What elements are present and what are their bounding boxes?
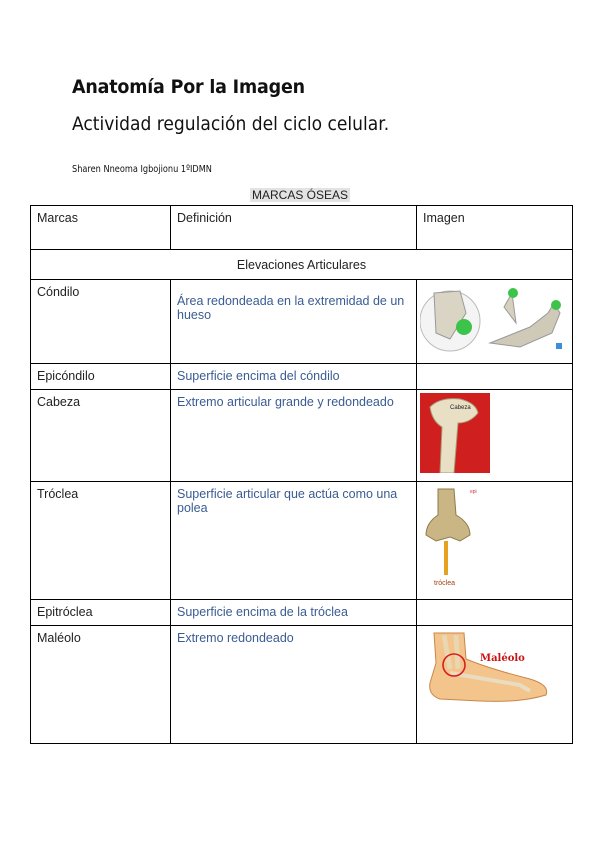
row-marca: Epitróclea xyxy=(31,600,171,626)
maleolo-image xyxy=(417,626,573,744)
cabeza-label: Cabeza xyxy=(450,405,471,411)
section-title: Elevaciones Articulares xyxy=(31,250,573,280)
row-marca: Tróclea xyxy=(31,482,171,600)
trochlea-illustration xyxy=(420,485,490,589)
document-subtitle: Actividad regulación del ciclo celular. xyxy=(72,113,390,135)
header-definicion: Definición xyxy=(171,206,417,250)
table-row xyxy=(31,626,573,744)
row-imagen-empty xyxy=(417,600,573,626)
table-header-row xyxy=(31,206,573,250)
row-marca: Epicóndilo xyxy=(31,364,171,390)
table-row xyxy=(31,482,573,600)
cabeza-image xyxy=(417,390,573,482)
table-row xyxy=(31,390,573,482)
row-definicion: Área redondeada en la extremidad de un hueso xyxy=(171,280,417,364)
row-definicion: Extremo redondeado xyxy=(171,626,417,744)
troclea-label: tróclea xyxy=(434,580,456,587)
row-definicion: Superficie encima de la tróclea xyxy=(171,600,417,626)
humerus-head-illustration xyxy=(420,393,490,473)
condyle-illustration xyxy=(420,283,568,355)
row-marca: Cóndilo xyxy=(31,280,171,364)
bone-marks-table xyxy=(30,205,573,744)
ankle-illustration xyxy=(420,629,568,711)
section-row xyxy=(31,250,573,280)
troclea-top-label: epi xyxy=(470,489,477,495)
row-definicion: Extremo articular grande y redondeado xyxy=(171,390,417,482)
header-marcas: Marcas xyxy=(31,206,171,250)
condilo-image xyxy=(417,280,573,364)
row-definicion: Superficie articular que actúa como una polea xyxy=(171,482,417,600)
maleolo-label: Maléolo xyxy=(480,653,525,664)
table-caption: MARCAS ÓSEAS xyxy=(251,188,349,202)
header-imagen: Imagen xyxy=(417,206,573,250)
table-row xyxy=(31,280,573,364)
document-title: Anatomía Por la Imagen xyxy=(72,76,305,98)
row-marca: Maléolo xyxy=(31,626,171,744)
table-row xyxy=(31,600,573,626)
author-line: Sharen Nneoma Igbojionu 1ºIDMN xyxy=(72,164,212,175)
row-definicion: Superficie encima del cóndilo xyxy=(171,364,417,390)
row-marca: Cabeza xyxy=(31,390,171,482)
troclea-image xyxy=(417,482,573,600)
row-imagen-empty xyxy=(417,364,573,390)
table-row xyxy=(31,364,573,390)
